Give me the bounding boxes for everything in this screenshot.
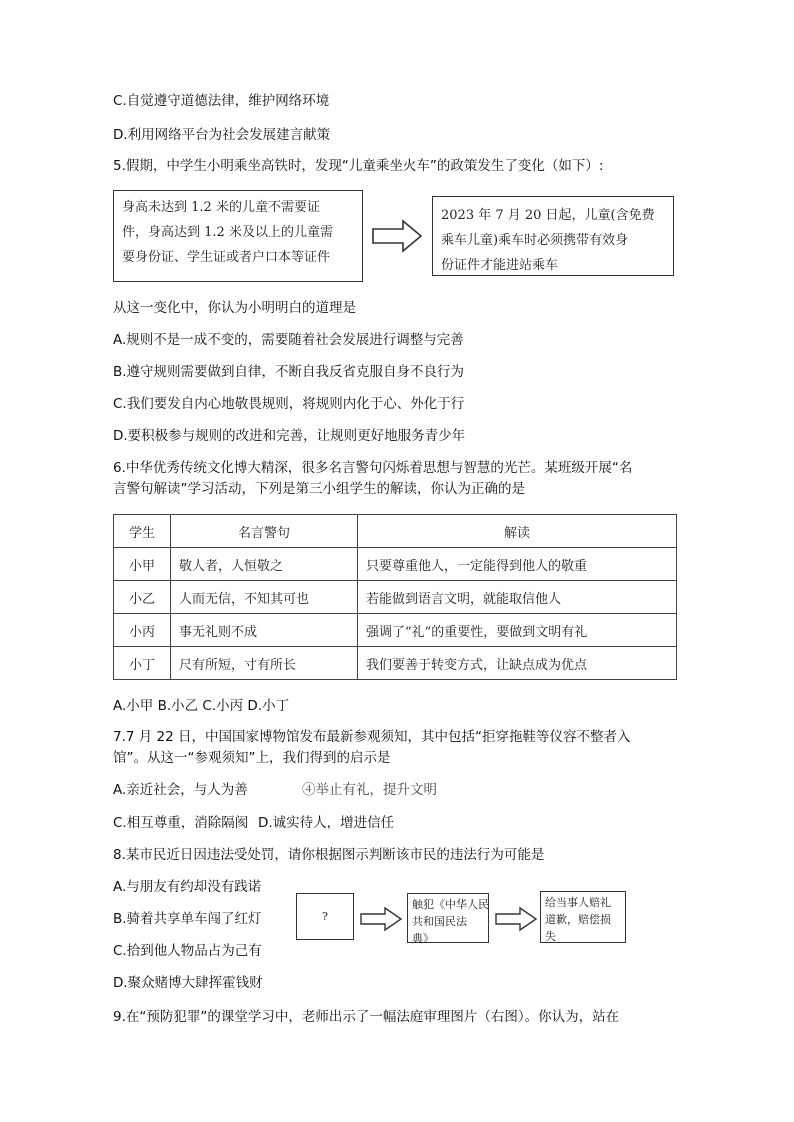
q7-option-a: A.亲近社会，与人为善 (113, 782, 248, 798)
q8-flow-unknown-box (296, 893, 354, 940)
q8-option-b: B.骑着共享单车闯了红灯 (113, 911, 262, 927)
q8-option-c: C.拾到他人物品占为己有 (113, 943, 262, 959)
table-cell-student: 小丁 (114, 647, 171, 680)
table-cell-interpretation: 只要尊重他人，一定能得到他人的敬重 (358, 548, 677, 581)
q9-stem: 9.在“预防犯罪”的课堂学习中，老师出示了一幅法庭审理图片（右图）。你认为，站在 (113, 1009, 620, 1025)
q8-flow-consequence-line: 给当事人赔礼 (545, 896, 611, 909)
q7-option-4: ④举止有礼，提升文明 (302, 782, 437, 798)
q5-option-a: A.规则不是一成不变的，需要随着社会发展进行调整与完善 (113, 332, 464, 348)
q5-old-policy-line: 要身份证、学生证或者户口本等证件 (122, 250, 331, 265)
q5-option-d: D.要积极参与规则的改进和完善，让规则更好地服务青少年 (113, 428, 466, 444)
table-row (114, 548, 677, 581)
q6-options: A.小甲 B.小乙 C.小丙 D.小丁 (113, 698, 290, 714)
q7-stem-line1: 7.7 月 22 日，中国国家博物馆发布最新参观须知，其中包括“拒穿拖鞋等仪容不整者入 (113, 729, 631, 745)
q5-new-policy-line: 份证件才能进站乘车 (441, 258, 559, 273)
q6-stem-line2: 言警句解读”学习活动，下列是第三小组学生的解读，你认为正确的是 (113, 481, 525, 497)
q5-question: 从这一变化中，你认为小明明白的道理是 (113, 300, 356, 316)
table-cell-student: 小乙 (114, 581, 171, 614)
q5-new-policy-line: 2023 年 7 月 20 日起，儿童(含免费 (441, 208, 655, 223)
q8-option-a: A.与朋友有约却没有践诺 (113, 879, 262, 895)
table-cell-quote: 尺有所短，寸有所长 (171, 647, 358, 680)
q6-quotes-table (113, 514, 677, 680)
table-header-student: 学生 (114, 515, 171, 548)
q8-stem: 8.某市民近日因违法受处罚，请你根据图示判断该市民的违法行为可能是 (113, 847, 545, 863)
q5-option-c: C.我们要发自内心地敬畏规则，将规则内化于心、外化于行 (113, 396, 465, 412)
q8-flow-violation-line: 典》 (412, 932, 434, 945)
table-cell-interpretation: 强调了“礼”的重要性，要做到文明有礼 (358, 614, 677, 647)
q5-old-policy-line: 件，身高达到 1.2 米及以上的儿童需 (122, 225, 333, 240)
q8-option-d: D.聚众赌博大肆挥霍钱财 (113, 975, 263, 991)
q8-flow-consequence-line: 失 (545, 930, 556, 943)
table-cell-quote: 事无礼则不成 (171, 614, 358, 647)
table-cell-interpretation: 我们要善于转变方式，让缺点成为优点 (358, 647, 677, 680)
table-header-quote: 名言警句 (171, 515, 358, 548)
table-cell-interpretation: 若能做到语言文明，就能取信他人 (358, 581, 677, 614)
table-cell-student: 小甲 (114, 548, 171, 581)
right-arrow-icon (359, 906, 403, 932)
table-row (114, 647, 677, 680)
option-c-prev: C.自觉遵守道德法律，维护网络环境 (113, 93, 330, 109)
table-row (114, 581, 677, 614)
q7-stem-line2: 馆”。从这一“参观须知”上，我们得到的启示是 (113, 750, 391, 766)
q5-new-policy-box (432, 196, 674, 276)
q5-old-policy-box (113, 190, 363, 282)
table-row (114, 614, 677, 647)
q7-option-d: D.诚实待人，增进信任 (258, 815, 395, 831)
q6-stem-line1: 6.中华优秀传统文化博大精深，很多名言警句闪烁着思想与智慧的光芒。某班级开展“名 (113, 460, 633, 476)
option-d-prev: D.利用网络平台为社会发展建言献策 (113, 127, 331, 143)
q5-new-policy-line: 乘车儿童)乘车时必须携带有效身 (441, 233, 629, 248)
table-cell-student: 小丙 (114, 614, 171, 647)
q5-stem: 5.假期，中学生小明乘坐高铁时，发现“儿童乘坐火车”的政策发生了变化（如下）: (113, 158, 604, 174)
q8-flow-consequence-box (540, 891, 626, 943)
q8-flow-violation-line: 共和国民法 (412, 915, 467, 928)
table-header-interpretation: 解读 (358, 515, 677, 548)
q8-flow-violation-box (407, 893, 489, 943)
q8-flow-question-mark: ? (322, 910, 328, 923)
table-cell-quote: 敬人者，人恒敬之 (171, 548, 358, 581)
q8-flow-violation-line: 触犯《中华人民 (412, 898, 489, 911)
right-arrow-icon (371, 218, 423, 254)
q5-old-policy-line: 身高未达到 1.2 米的儿童不需要证 (122, 200, 320, 215)
q8-flow-consequence-line: 道歉，赔偿损 (545, 913, 611, 926)
q5-option-b: B.遵守规则需要做到自律，不断自我反省克服自身不良行为 (113, 364, 465, 380)
table-cell-quote: 人而无信，不知其可也 (171, 581, 358, 614)
q7-option-c: C.相互尊重，消除隔阂 (113, 815, 249, 831)
table-header-row (114, 515, 677, 548)
right-arrow-icon (494, 906, 538, 932)
